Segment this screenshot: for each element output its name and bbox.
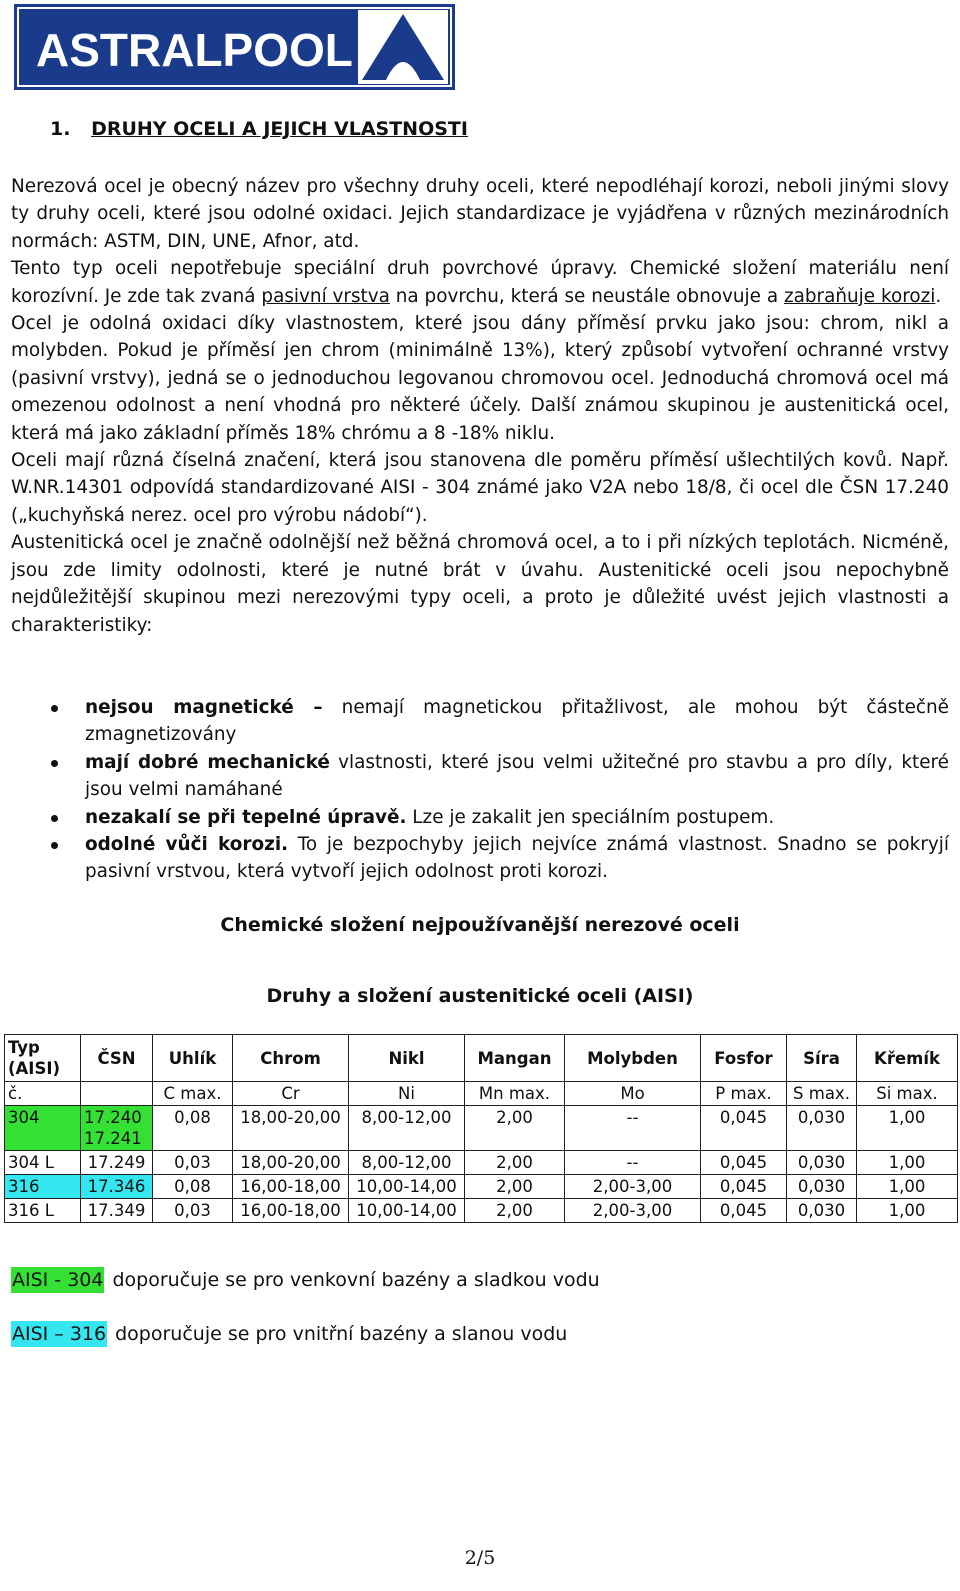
note-aisi-316 xyxy=(11,1323,567,1345)
col-header-type: Typ (AISI) xyxy=(5,1035,81,1082)
table-cell: 0,045 xyxy=(701,1106,787,1151)
table-cell: 16,00-18,00 xyxy=(233,1199,349,1223)
table-cell: 0,03 xyxy=(153,1151,233,1175)
paragraph-5: Austenitická ocel je značně odolnější než běžná chromová ocel, a to i při nízkých teplotách. Nicméně, jsou zde limity odolnosti, které je nutné brát v úvahu. Austenitické oceli jsou nepochybně nejdůležitější skupinou mezi nerezovými typy oceli, a proto je důležité uvést jejich vlastnosti a charakteristiky: xyxy=(11,532,949,636)
bullet-bold: mají dobré mechanické xyxy=(85,751,330,773)
table-cell: 17.249 xyxy=(81,1151,153,1175)
paragraph-4: Oceli mají různá číselná značení, která jsou stanovena dle poměru příměsí ušlechtilých kovů. Např. W.NR.14301 odpovídá standardizované AISI - 304 známé jako V2A nebo 18/8, či ocel dle ČSN 17.240 („kuchyňská nerez. ocel pro výrobu nádobí“). xyxy=(11,450,949,526)
table-cell: 10,00-14,00 xyxy=(349,1199,465,1223)
table-cell: 1,00 xyxy=(857,1175,958,1199)
bullet-bold: odolné vůči korozi. xyxy=(85,834,289,856)
table-cell: -- xyxy=(565,1106,701,1151)
bullet-bold: nejsou magnetické – xyxy=(85,697,323,718)
table-cell: 17.240 17.241 xyxy=(81,1106,153,1151)
table-cell: č. xyxy=(5,1082,81,1106)
table-row xyxy=(5,1106,958,1151)
bullet-text: Lze je zakalit jen speciálním postupem. xyxy=(406,806,775,828)
list-item xyxy=(11,804,949,831)
note-tag: AISI – 316 xyxy=(12,1323,107,1345)
table-cell: 17.346 xyxy=(81,1175,153,1199)
table-cell: 0,030 xyxy=(787,1106,857,1151)
table-cell: 2,00 xyxy=(465,1151,565,1175)
logo-text: ASTRALPOOL xyxy=(36,24,353,76)
passive-layer-term: pasivní vrstva xyxy=(261,285,390,307)
col-header-chrome: Chrom xyxy=(233,1035,349,1082)
table-cell: Cr xyxy=(233,1082,349,1106)
prevents-corrosion-term: zabraňuje korozi xyxy=(783,285,936,307)
note-text: doporučuje se pro vnitřní bazény a slanou vodu xyxy=(115,1323,568,1345)
table-cell: P max. xyxy=(701,1082,787,1106)
page-number: 2/5 xyxy=(464,1547,496,1569)
body-text xyxy=(11,173,949,639)
subtitle-chemical-composition: Chemické složení nejpoužívanější nerezové oceli xyxy=(220,914,740,936)
col-header-silicon: Křemík xyxy=(857,1035,958,1082)
list-item xyxy=(11,831,949,886)
table-cell: Si max. xyxy=(857,1082,958,1106)
table-cell: 1,00 xyxy=(857,1151,958,1175)
table-cell: 0,030 xyxy=(787,1151,857,1175)
table-cell: 1,00 xyxy=(857,1106,958,1151)
paragraph-3: Ocel je odolná oxidaci díky vlastnostem, které jsou dány příměsí prvku jako jsou: chrom, nikl a molybden. Pokud je příměsí jen chrom (minimálně 13%), který způsobí vytvoření ochranné vrstvy (pasivní vrstvy), jedná se o jednoduchou legovanou chromovou ocel. Jednoduchá chromová ocel má omezenou odolnost a není vhodná pro některé účely. Další známou skupinou je austenitická ocel, která má jako základní příměs 18% chrómu a 8 -18% niklu. xyxy=(11,313,949,444)
table-cell: S max. xyxy=(787,1082,857,1106)
bullet-icon xyxy=(51,815,58,822)
table-cell: -- xyxy=(565,1151,701,1175)
table-cell: 316 xyxy=(5,1175,81,1199)
bullet-text: nemají magnetickou přitažlivost, ale mohou být částečně zmagnetizovány xyxy=(85,697,949,746)
bullet-icon xyxy=(51,705,58,712)
table-cell: C max. xyxy=(153,1082,233,1106)
table-cell: 2,00-3,00 xyxy=(565,1199,701,1223)
bullet-text: To je bezpochyby jejich nejvíce známá vlastnost. Snadno se pokryjí pasivní vrstvou, která vytvoří jejich odolnost proti korozi. xyxy=(85,834,949,883)
section-title: DRUHY OCELI A JEJICH VLASTNOSTI xyxy=(91,118,468,140)
table-cell: 18,00-20,00 xyxy=(233,1106,349,1151)
table-cell: 0,045 xyxy=(701,1199,787,1223)
paragraph-2 xyxy=(11,255,949,310)
table-cell: 2,00 xyxy=(465,1199,565,1223)
table-cell: 316 L xyxy=(5,1199,81,1223)
bullet-icon xyxy=(51,760,58,767)
note-aisi-304 xyxy=(11,1269,600,1291)
table-cell: 0,030 xyxy=(787,1175,857,1199)
table-cell: 1,00 xyxy=(857,1199,958,1223)
table-cell xyxy=(81,1082,153,1106)
table-header-row xyxy=(5,1035,958,1082)
col-header-phosphorus: Fosfor xyxy=(701,1035,787,1082)
table-cell: 0,045 xyxy=(701,1175,787,1199)
astralpool-logo xyxy=(14,4,455,90)
table-cell: Mo xyxy=(565,1082,701,1106)
table-cell: 8,00-12,00 xyxy=(349,1106,465,1151)
table-units-row xyxy=(5,1082,958,1106)
section-heading xyxy=(50,118,468,140)
table-cell: 16,00-18,00 xyxy=(233,1175,349,1199)
table-cell: 304 xyxy=(5,1106,81,1151)
table-cell: 2,00 xyxy=(465,1175,565,1199)
table-cell: Mn max. xyxy=(465,1082,565,1106)
col-header-molybdenum: Molybden xyxy=(565,1035,701,1082)
paragraph-2-text-mid: na povrchu, která se neustále obnovuje a xyxy=(389,285,784,307)
col-header-sulfur: Síra xyxy=(787,1035,857,1082)
col-header-carbon: Uhlík xyxy=(153,1035,233,1082)
paragraph-2-text: Tento typ oceli nepotřebuje speciální druh povrchové úpravy. Chemické složení materiálu není korozívní. Je zde tak zvaná xyxy=(11,258,949,307)
table-cell: 17.349 xyxy=(81,1199,153,1223)
table-cell: 304 L xyxy=(5,1151,81,1175)
table-cell: 0,045 xyxy=(701,1151,787,1175)
section-number: 1. xyxy=(50,118,71,140)
table-cell: Ni xyxy=(349,1082,465,1106)
table-cell: 18,00-20,00 xyxy=(233,1151,349,1175)
col-header-manganese: Mangan xyxy=(465,1035,565,1082)
paragraph-2-end: . xyxy=(935,285,942,307)
table-cell: 8,00-12,00 xyxy=(349,1151,465,1175)
table-cell: 2,00 xyxy=(465,1106,565,1151)
table-cell: 2,00-3,00 xyxy=(565,1175,701,1199)
bullet-text: vlastnosti, které jsou velmi užitečné pro stavbu a pro díly, které jsou velmi namáhané xyxy=(85,751,949,801)
properties-list xyxy=(11,694,949,886)
table-row xyxy=(5,1151,958,1175)
table-row xyxy=(5,1199,958,1223)
table-cell: 10,00-14,00 xyxy=(349,1175,465,1199)
bullet-icon xyxy=(51,842,58,849)
note-text: doporučuje se pro venkovní bazény a sladkou vodu xyxy=(112,1269,600,1291)
note-tag: AISI - 304 xyxy=(12,1269,104,1291)
steel-composition-table xyxy=(4,1034,958,1223)
paragraph-1: Nerezová ocel je obecný název pro všechny druhy oceli, které nepodléhají korozi, neboli jinými slovy ty druhy oceli, které jsou odolné oxidaci. Jejich standardizace je vyjádřena v různých mezinárodních normách: ASTM, DIN, UNE, Afnor, atd. xyxy=(11,176,949,252)
table-cell: 0,03 xyxy=(153,1199,233,1223)
table-cell: 0,08 xyxy=(153,1175,233,1199)
list-item xyxy=(11,749,949,804)
subtitle-austenitic-types: Druhy a složení austenitické oceli (AISI) xyxy=(266,985,694,1007)
list-item xyxy=(11,694,949,749)
table-cell: 0,030 xyxy=(787,1199,857,1223)
col-header-nickel: Nikl xyxy=(349,1035,465,1082)
table-row xyxy=(5,1175,958,1199)
col-header-csn: ČSN xyxy=(81,1035,153,1082)
bullet-bold: nezakalí se při tepelné úpravě. xyxy=(85,806,407,828)
table-cell: 0,08 xyxy=(153,1106,233,1151)
